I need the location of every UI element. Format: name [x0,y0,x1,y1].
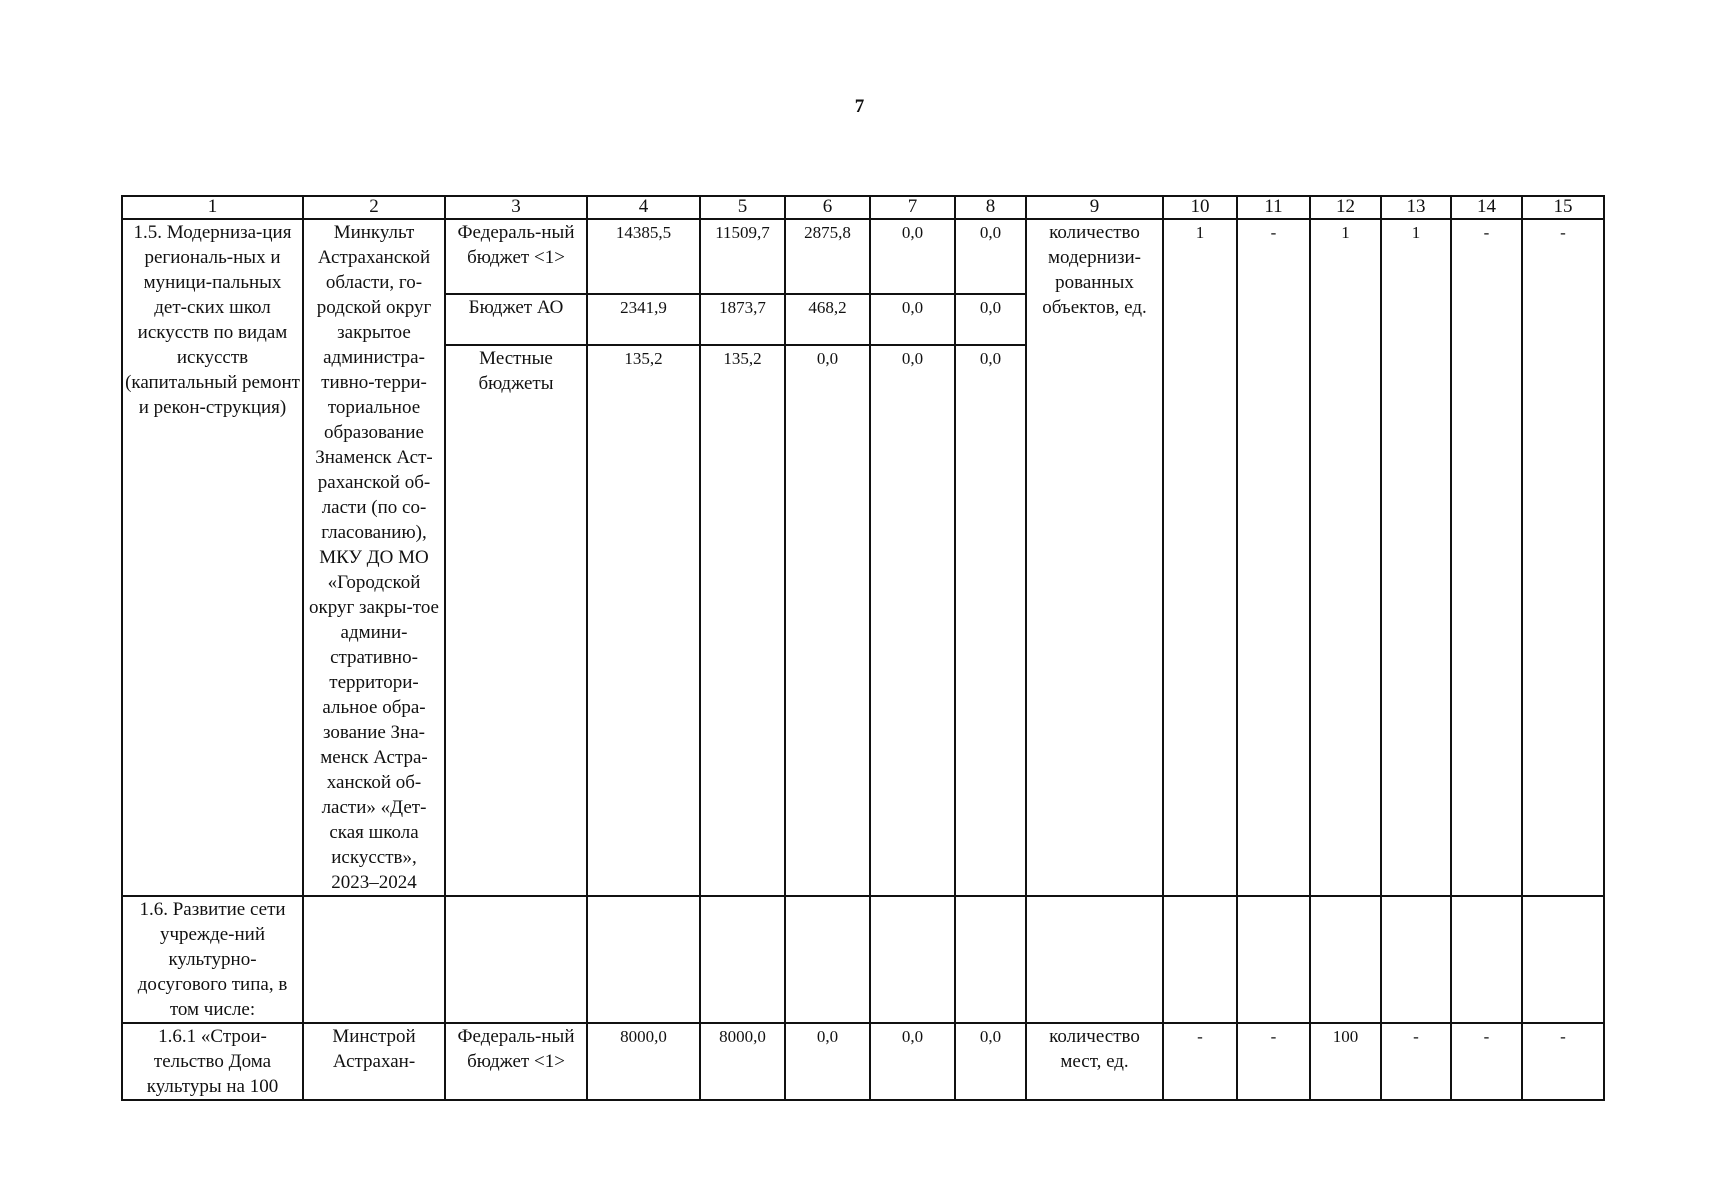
value-cell: - [1451,1023,1522,1100]
value-cell: 8000,0 [587,1023,700,1100]
table-row [122,219,1604,294]
value-cell: 100 [1310,1023,1381,1100]
data-table [121,195,1605,1101]
funding-source: Бюджет АО [445,294,587,345]
empty-cell [700,896,785,1023]
empty-cell [1163,896,1237,1023]
col-header: 15 [1522,196,1604,219]
value-cell: 135,2 [700,345,785,896]
value-cell: 11509,7 [700,219,785,294]
page-number: 7 [854,96,865,117]
empty-cell [870,896,955,1023]
empty-cell [1451,896,1522,1023]
item-1-5-indicator: количество модернизи-рованных объектов, ед. [1026,219,1163,896]
value-cell: - [1163,1023,1237,1100]
value-cell: 0,0 [870,219,955,294]
col-header: 8 [955,196,1026,219]
item-1-6-1-indicator: количество мест, ед. [1026,1023,1163,1100]
empty-cell [303,896,445,1023]
value-cell: - [1522,219,1604,896]
empty-cell [785,896,870,1023]
empty-cell [1026,896,1163,1023]
funding-source: Федераль-ный бюджет <1> [445,219,587,294]
value-cell: 0,0 [955,1023,1026,1100]
item-1-5-name: 1.5. Модерниза-ция региональ-ных и муници-пальных дет-ских школ искусств по видам искусств (капитальный ремонт и рекон-струкция) [122,219,303,896]
value-cell: 0,0 [955,294,1026,345]
value-cell: 1 [1163,219,1237,896]
empty-cell [1310,896,1381,1023]
col-header: 7 [870,196,955,219]
col-header: 5 [700,196,785,219]
value-cell: 0,0 [955,345,1026,896]
col-header: 12 [1310,196,1381,219]
value-cell: 1 [1310,219,1381,896]
empty-cell [1522,896,1604,1023]
item-1-6-name: 1.6. Развитие сети учрежде-ний культурно-досугового типа, в том числе: [122,896,303,1023]
value-cell: 2875,8 [785,219,870,294]
col-header: 11 [1237,196,1310,219]
value-cell: 1 [1381,219,1451,896]
empty-cell [955,896,1026,1023]
empty-cell [587,896,700,1023]
value-cell: 135,2 [587,345,700,896]
header-row [122,196,1604,219]
funding-source: Местные бюджеты [445,345,587,896]
value-cell: 1873,7 [700,294,785,345]
col-header: 1 [122,196,303,219]
col-header: 13 [1381,196,1451,219]
value-cell: - [1381,1023,1451,1100]
col-header: 6 [785,196,870,219]
value-cell: 0,0 [785,1023,870,1100]
value-cell: - [1237,1023,1310,1100]
value-cell: 0,0 [870,345,955,896]
value-cell: - [1522,1023,1604,1100]
col-header: 10 [1163,196,1237,219]
table-row [122,1023,1604,1100]
empty-cell [445,896,587,1023]
funding-source: Федераль-ный бюджет <1> [445,1023,587,1100]
value-cell: 8000,0 [700,1023,785,1100]
value-cell: 0,0 [870,294,955,345]
value-cell: 0,0 [870,1023,955,1100]
table-row [122,896,1604,1023]
empty-cell [1237,896,1310,1023]
col-header: 14 [1451,196,1522,219]
empty-cell [1381,896,1451,1023]
col-header: 2 [303,196,445,219]
item-1-6-1-name: 1.6.1 «Строи-тельство Дома культуры на 100 [122,1023,303,1100]
value-cell: 0,0 [785,345,870,896]
col-header: 3 [445,196,587,219]
value-cell: - [1237,219,1310,896]
value-cell: 2341,9 [587,294,700,345]
col-header: 4 [587,196,700,219]
value-cell: - [1451,219,1522,896]
item-1-5-executor: Минкульт Астраханской области, го-родской округ закрытое администра-тивно-терри-ториальное образование Знаменск Аст-раханской об-ласти (по со-гласованию), МКУ ДО МО «Городской округ закры-тое админи-стративно-территори-альное обра-зование Зна-менск Астра-ханской об-ласти» «Дет-ская школа искусств», 2023–2024 [303,219,445,896]
value-cell: 468,2 [785,294,870,345]
item-1-6-1-executor: Минстрой Астрахан- [303,1023,445,1100]
value-cell: 14385,5 [587,219,700,294]
value-cell: 0,0 [955,219,1026,294]
col-header: 9 [1026,196,1163,219]
